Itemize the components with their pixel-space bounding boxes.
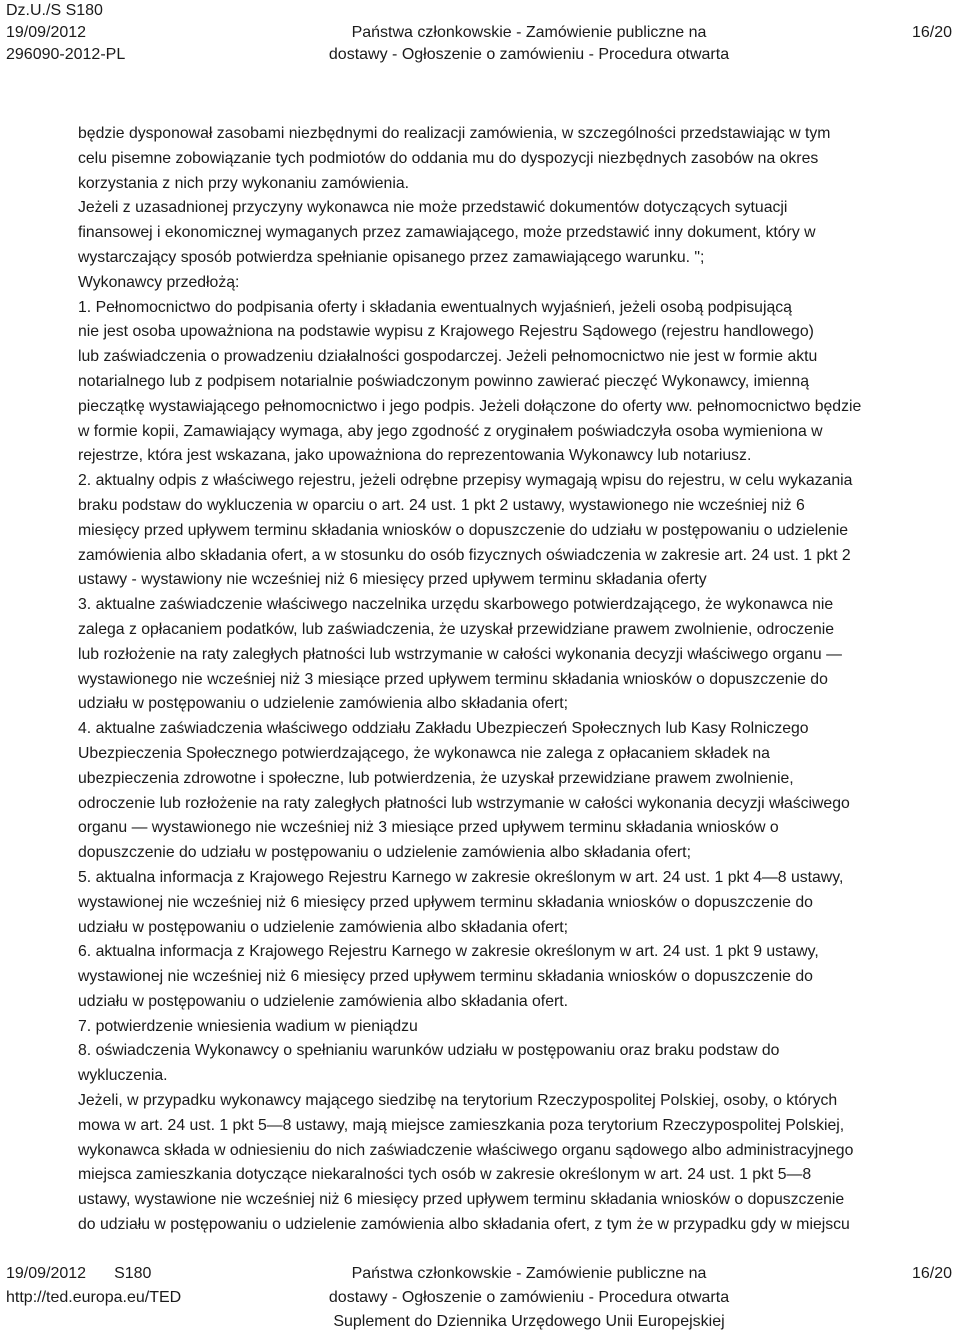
body-text-line: ustawy - wystawiony nie wcześniej niż 6 miesięcy przed upływem terminu składania oferty	[78, 571, 707, 589]
body-text-line: 4. aktualne zaświadczenia właściwego oddziału Zakładu Ubezpieczeń Społecznych lub Kasy Rolniczego	[78, 720, 809, 738]
body-text-line: finansowej i ekonomicznej wymaganych przez zamawiającego, może przedstawić inny dokument, który w	[78, 224, 816, 242]
body-text-line: lub zaświadczenia o prowadzeniu działalności gospodarczej. Jeżeli pełnomocnictwo nie jest w formie aktu	[78, 348, 818, 366]
body-text-line: miesięcy przed upływem terminu składania wniosków o dopuszczenie do udziału w postępowaniu o udzielenie	[78, 521, 849, 539]
body-text-line: Jeżeli, w przypadku wykonawcy mającego siedzibę na terytorium Rzeczypospolitej Polskiej, osoby, o których	[78, 1092, 838, 1110]
body-text-line: udziału w postępowaniu o udzielenie zamówienia albo składania ofert.	[78, 992, 569, 1010]
body-text-line: wykluczenia.	[78, 1067, 168, 1085]
body-text-line: lub rozłożenie na raty zaległych płatności lub wstrzymanie w całości wykonania decyzji właściwego organu —	[78, 645, 842, 663]
body-text-line: udziału w postępowaniu o udzielenie zamówienia albo składania ofert;	[78, 695, 569, 713]
body-text-line: wystawionej nie wcześniej niż 6 miesięcy przed upływem terminu składania wniosków o dopuszczenie do	[78, 893, 813, 911]
body-text-line: notarialnego lub z podpisem notarialnie poświadczonym powinno zawierać pieczęć Wykonawcy, imienną	[78, 372, 809, 390]
body-text-line: 1. Pełnomocnictwo do podpisania oferty i składania ewentualnych wyjaśnień, jeżeli osobą podpisującą	[78, 298, 792, 316]
page-footer	[0, 1262, 960, 1334]
header-title-line-1: Państwa członkowskie - Zamówienie publiczne na	[351, 24, 707, 41]
document-body	[78, 122, 960, 1238]
body-text-line: organu — wystawionego nie wcześniej niż 3 miesiące przed upływem terminu składania wniosków o	[78, 819, 779, 837]
header-center	[0, 22, 960, 66]
body-text-line: wystarczający sposób potwierdza spełnianie opisanego przez zamawiającego warunku. ";	[78, 248, 705, 266]
body-text-line: nie jest osoba upoważniona na podstawie wypisu z Krajowego Rejestru Sądowego (rejestru handlowego)	[78, 323, 814, 341]
header-date: 19/09/2012	[6, 24, 87, 41]
body-text-line: mowa w art. 24 ust. 1 pkt 5—8 ustawy, mają miejsce zamieszkania poza terytorium Rzeczypospolitej Polskiej,	[78, 1116, 845, 1134]
body-text-line: miejsca zamieszkania dotyczące niekaralności tych osób w zakresie określonym w art. 24 ust. 1 pkt 5—8	[78, 1166, 812, 1184]
body-text-line: 7. potwierdzenie wniesienia wadium w pieniądzu	[78, 1017, 418, 1035]
body-text-line: zamówienia albo składania ofert, a w stosunku do osób fizycznych oświadczenia w zakresie art. 24 ust. 1 pkt 2	[78, 546, 851, 564]
body-text-line: 5. aktualna informacja z Krajowego Rejestru Karnego w zakresie określonym w art. 24 ust. 1 pkt 4—8 ustawy,	[78, 868, 844, 886]
body-text-line: braku podstaw do wykluczenia w oparciu o art. 24 ust. 1 pkt 2 ustawy, wystawionego nie wcześniej niż 6	[78, 496, 805, 514]
body-text-line: w formie kopii, Zamawiający wymaga, aby jego zgodność z oryginałem poświadczyła osoba wymieniona w	[78, 422, 823, 440]
body-text-line: 3. aktualne zaświadczenie właściwego naczelnika urzędu skarbowego potwierdzającego, że wykonawca nie	[78, 596, 834, 614]
body-text-line: wystawionego nie wcześniej niż 3 miesiące przed upływem terminu składania wniosków o dopuszczenie do	[78, 670, 828, 688]
header-title-line-2: dostawy - Ogłoszenie o zamówieniu - Procedura otwarta	[328, 46, 730, 63]
footer-title-line-1: Państwa członkowskie - Zamówienie publiczne na	[351, 1265, 707, 1282]
body-text-line: rejestrze, która jest wskazana, jako upoważniona do reprezentowania Wykonawcy lub notariusz.	[78, 447, 752, 465]
footer-url: http://ted.europa.eu/TED	[6, 1289, 182, 1306]
footer-center	[0, 1262, 960, 1334]
body-text-line: wystawionej nie wcześniej niż 6 miesięcy przed upływem terminu składania wniosków o dopuszczenie do	[78, 968, 813, 986]
body-text-line: Wykonawcy przedłożą:	[78, 273, 240, 291]
body-text-line: 8. oświadczenia Wykonawcy o spełnianiu warunków udziału w postępowaniu oraz braku podstaw do	[78, 1042, 780, 1060]
page-header	[0, 0, 960, 72]
body-text-line: 6. aktualna informacja z Krajowego Rejestru Karnego w zakresie określonym w art. 24 ust. 1 pkt 9 ustawy,	[78, 943, 819, 961]
notice-number: 296090-2012-PL	[6, 46, 126, 63]
body-text-line: udziału w postępowaniu o udzielenie zamówienia albo składania ofert;	[78, 918, 569, 936]
body-text-line: pieczątkę wystawiającego pełnomocnictwo i jego podpis. Jeżeli dołączone do oferty ww. pełnomocnictwo będzie	[78, 397, 862, 415]
header-page-number: 16/20	[911, 24, 952, 41]
body-text-line: dopuszczenie do udziału w postępowaniu o udzielenie zamówienia albo składania ofert;	[78, 844, 691, 862]
footer-title-line-2: dostawy - Ogłoszenie o zamówieniu - Procedura otwarta	[328, 1289, 730, 1306]
body-text-line: celu pisemne zobowiązanie tych podmiotów do oddania mu do dyspozycji niezbędnych zasobów na okres	[78, 149, 819, 167]
journal-ref: Dz.U./S S180	[6, 2, 103, 19]
footer-supplement: Suplement do Dziennika Urzędowego Unii Europejskiej	[333, 1313, 725, 1330]
footer-series: S180	[114, 1265, 152, 1282]
body-text-line: zalega z opłacaniem podatków, lub zaświadczenia, że uzyskał przewidziane prawem zwolnienie, odroczenie	[78, 620, 835, 638]
body-text-line: do udziału w postępowaniu o udzielenie zamówienia albo składania ofert, z tym że w przypadku gdy w miejscu	[78, 1216, 850, 1234]
body-text-line: wykonawca składa w odniesieniu do nich zaświadczenie właściwego organu sądowego albo administracyjnego	[78, 1141, 854, 1159]
body-text-line: 2. aktualny odpis z właściwego rejestru, jeżeli odrębne przepisy wymagają wpisu do rejestru, w celu wykazania	[78, 472, 853, 490]
footer-page-number: 16/20	[911, 1265, 952, 1282]
body-text-line: ustawy, wystawione nie wcześniej niż 6 miesięcy przed upływem terminu składania wniosków o dopuszczenie	[78, 1191, 845, 1209]
body-text-line: Ubezpieczenia Społecznego potwierdzającego, że wykonawca nie zalega z opłacaniem składek na	[78, 744, 770, 762]
body-text-line: ubezpieczenia zdrowotne i społeczne, lub potwierdzenia, że uzyskał przewidziane prawem zwolnienie,	[78, 769, 794, 787]
body-text-line: odroczenie lub rozłożenie na raty zaległych płatności lub wstrzymanie w całości wykonania decyzji właściwego	[78, 794, 850, 812]
body-text-line: korzystania z nich przy wykonaniu zamówienia.	[78, 174, 410, 192]
body-text-line: będzie dysponował zasobami niezbędnymi do realizacji zamówienia, w szczególności przedstawiając w tym	[78, 125, 831, 142]
body-text-line: Jeżeli z uzasadnionej przyczyny wykonawca nie może przedstawić dokumentów dotyczących sytuacji	[78, 199, 788, 217]
footer-date: 19/09/2012	[6, 1265, 87, 1282]
